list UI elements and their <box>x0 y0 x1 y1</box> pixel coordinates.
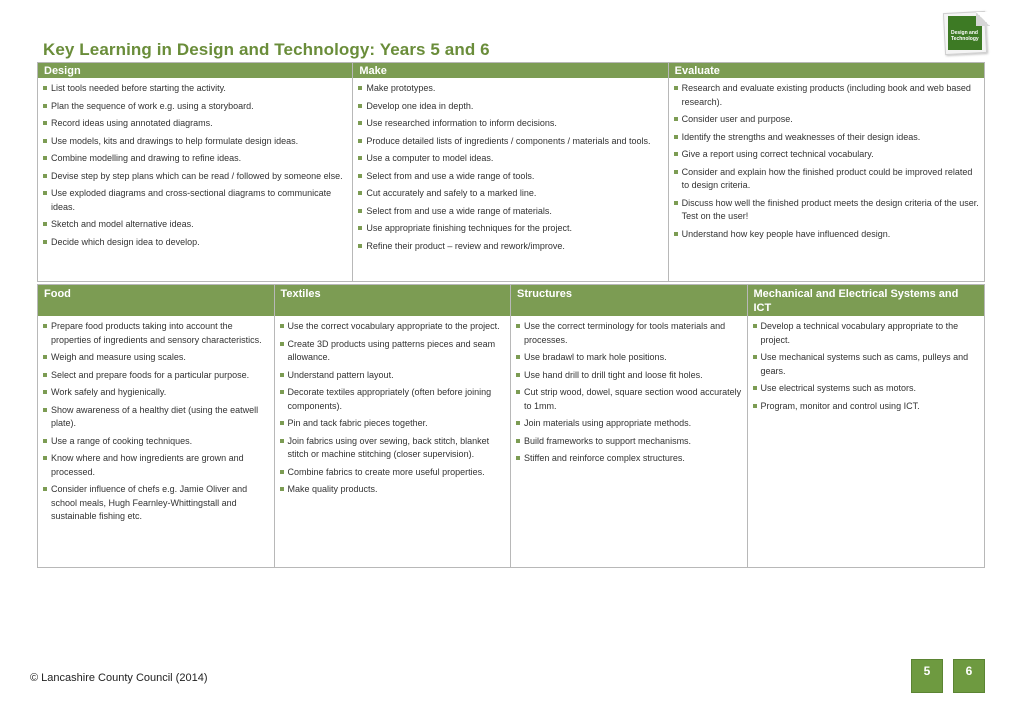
list-item: Give a report using correct technical vocabulary. <box>673 148 980 162</box>
skills-list <box>669 78 984 245</box>
list-item: Select and prepare foods for a particular purpose. <box>42 369 270 383</box>
list-item: Stiffen and reinforce complex structures. <box>515 452 743 466</box>
list-item: Decide which design idea to develop. <box>42 236 348 250</box>
list-item: Join fabrics using over sewing, back stitch, blanket stitch or machine stitching (closer supervision). <box>279 435 507 462</box>
list-item: Use hand drill to drill tight and loose fit holes. <box>515 369 743 383</box>
list-item: Sketch and model alternative ideas. <box>42 218 348 232</box>
design-technology-logo: Design and Technology <box>940 10 992 56</box>
list-item: Use researched information to inform decisions. <box>357 117 663 131</box>
list-item: Identify the strengths and weaknesses of their design ideas. <box>673 131 980 145</box>
list-item: Plan the sequence of work e.g. using a storyboard. <box>42 100 348 114</box>
list-item: Select from and use a wide range of materials. <box>357 205 663 219</box>
make-column <box>353 63 668 281</box>
food-column <box>38 285 275 567</box>
skills-list <box>38 78 352 253</box>
list-item: Record ideas using annotated diagrams. <box>42 117 348 131</box>
list-item: Build frameworks to support mechanisms. <box>515 435 743 449</box>
page-title: Key Learning in Design and Technology: Years 5 and 6 <box>43 40 490 59</box>
list-item: Understand how key people have influenced design. <box>673 228 980 242</box>
list-item: Make quality products. <box>279 483 507 497</box>
list-item: Use bradawl to mark hole positions. <box>515 351 743 365</box>
list-item: Use exploded diagrams and cross-sectional diagrams to communicate ideas. <box>42 187 348 214</box>
list-item: Use models, kits and drawings to help formulate design ideas. <box>42 135 348 149</box>
skills-list <box>353 78 667 257</box>
list-item: List tools needed before starting the activity. <box>42 82 348 96</box>
list-item: Decorate textiles appropriately (often before joining components). <box>279 386 507 413</box>
list-item: Discuss how well the finished product meets the design criteria of the user. Test on the user! <box>673 197 980 224</box>
structures-column <box>511 285 748 567</box>
column-heading: Design <box>38 63 352 78</box>
list-item: Select from and use a wide range of tools. <box>357 170 663 184</box>
list-item: Consider and explain how the finished product could be improved related to design criteria. <box>673 166 980 193</box>
key-learning-table-top <box>37 62 985 282</box>
list-item: Cut accurately and safely to a marked line. <box>357 187 663 201</box>
list-item: Show awareness of a healthy diet (using the eatwell plate). <box>42 404 270 431</box>
mechanical-electrical-ict-column <box>748 285 985 567</box>
column-heading: Structures <box>511 285 747 316</box>
list-item: Work safely and hygienically. <box>42 386 270 400</box>
textiles-column <box>275 285 512 567</box>
list-item: Develop one idea in depth. <box>357 100 663 114</box>
list-item: Use mechanical systems such as cams, pulleys and gears. <box>752 351 981 378</box>
column-heading: Textiles <box>275 285 511 316</box>
list-item: Program, monitor and control using ICT. <box>752 400 981 414</box>
list-item: Join materials using appropriate methods. <box>515 417 743 431</box>
copyright-footer: © Lancashire County Council (2014) <box>30 672 208 684</box>
list-item: Devise step by step plans which can be read / followed by someone else. <box>42 170 348 184</box>
list-item: Research and evaluate existing products (including book and web based research). <box>673 82 980 109</box>
list-item: Use appropriate finishing techniques for the project. <box>357 222 663 236</box>
list-item: Pin and tack fabric pieces together. <box>279 417 507 431</box>
column-heading: Food <box>38 285 274 316</box>
page-number-box: 6 <box>953 659 985 693</box>
list-item: Cut strip wood, dowel, square section wood accurately to 1mm. <box>515 386 743 413</box>
skills-list <box>748 316 985 417</box>
evaluate-column <box>669 63 984 281</box>
list-item: Create 3D products using patterns pieces and seam allowance. <box>279 338 507 365</box>
list-item: Weigh and measure using scales. <box>42 351 270 365</box>
list-item: Use the correct terminology for tools materials and processes. <box>515 320 743 347</box>
list-item: Refine their product – review and rework/improve. <box>357 240 663 254</box>
list-item: Know where and how ingredients are grown and processed. <box>42 452 270 479</box>
column-heading: Evaluate <box>669 63 984 78</box>
column-heading: Make <box>353 63 667 78</box>
column-heading: Mechanical and Electrical Systems and ICT <box>748 285 985 316</box>
list-item: Produce detailed lists of ingredients / components / materials and tools. <box>357 135 663 149</box>
skills-list <box>38 316 274 528</box>
list-item: Combine fabrics to create more useful properties. <box>279 466 507 480</box>
skills-list <box>511 316 747 470</box>
list-item: Use a range of cooking techniques. <box>42 435 270 449</box>
design-column <box>38 63 353 281</box>
list-item: Combine modelling and drawing to refine ideas. <box>42 152 348 166</box>
list-item: Develop a technical vocabulary appropriate to the project. <box>752 320 981 347</box>
list-item: Use electrical systems such as motors. <box>752 382 981 396</box>
list-item: Consider influence of chefs e.g. Jamie Oliver and school meals, Hugh Fearnley-Whittingstall and sustainable fishing etc. <box>42 483 270 524</box>
skills-list <box>275 316 511 501</box>
page-number-box: 5 <box>911 659 943 693</box>
list-item: Make prototypes. <box>357 82 663 96</box>
list-item: Consider user and purpose. <box>673 113 980 127</box>
list-item: Use a computer to model ideas. <box>357 152 663 166</box>
list-item: Use the correct vocabulary appropriate to the project. <box>279 320 507 334</box>
key-learning-table-bottom <box>37 284 985 568</box>
list-item: Understand pattern layout. <box>279 369 507 383</box>
list-item: Prepare food products taking into account the properties of ingredients and sensory characteristics. <box>42 320 270 347</box>
